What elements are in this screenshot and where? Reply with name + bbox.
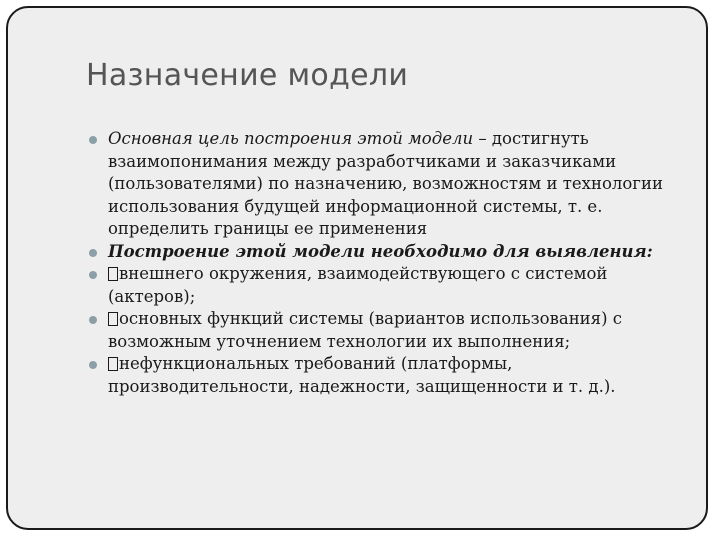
bullet-purpose-text: Построение этой модели необходимо для выявления: — [108, 241, 653, 261]
bullet-item-requirements — [88, 353, 678, 398]
missing-glyph-icon — [108, 312, 118, 326]
bullet-functions-text: основных функций системы (вариантов использования) с возможным уточнением технологии их выполнения; — [108, 309, 623, 351]
bullet-dot-icon — [89, 249, 97, 257]
bullet-dot-icon — [89, 361, 97, 369]
bullet-dot-icon — [89, 316, 97, 324]
slide-title: Назначение модели — [86, 58, 409, 93]
bullet-goal-italic: Основная цель построения этой модели — [108, 129, 474, 148]
bullet-item-purpose — [88, 241, 678, 264]
bullet-list — [88, 128, 678, 398]
missing-glyph-icon — [108, 267, 118, 281]
bullet-environment-text: внешнего окружения, взаимодействующего с системой (актеров); — [108, 264, 608, 306]
bullet-requirements-text: нефункциональных требований (платформы, производительности, надежности, защищенности и т. д.). — [108, 354, 616, 396]
slide-frame — [6, 6, 708, 530]
bullet-goal-text: – достигнуть взаимопонимания между разработчиками и заказчиками (пользователями) по назначению, возможностям и технологии использования будущей информационной системы, т. е. определить границы ее применения — [108, 129, 663, 238]
bullet-item-functions — [88, 308, 678, 353]
bullet-dot-icon — [89, 271, 97, 279]
missing-glyph-icon — [108, 357, 118, 371]
bullet-dot-icon — [89, 136, 97, 144]
bullet-item-environment — [88, 263, 678, 308]
bullet-item-goal — [88, 128, 678, 241]
